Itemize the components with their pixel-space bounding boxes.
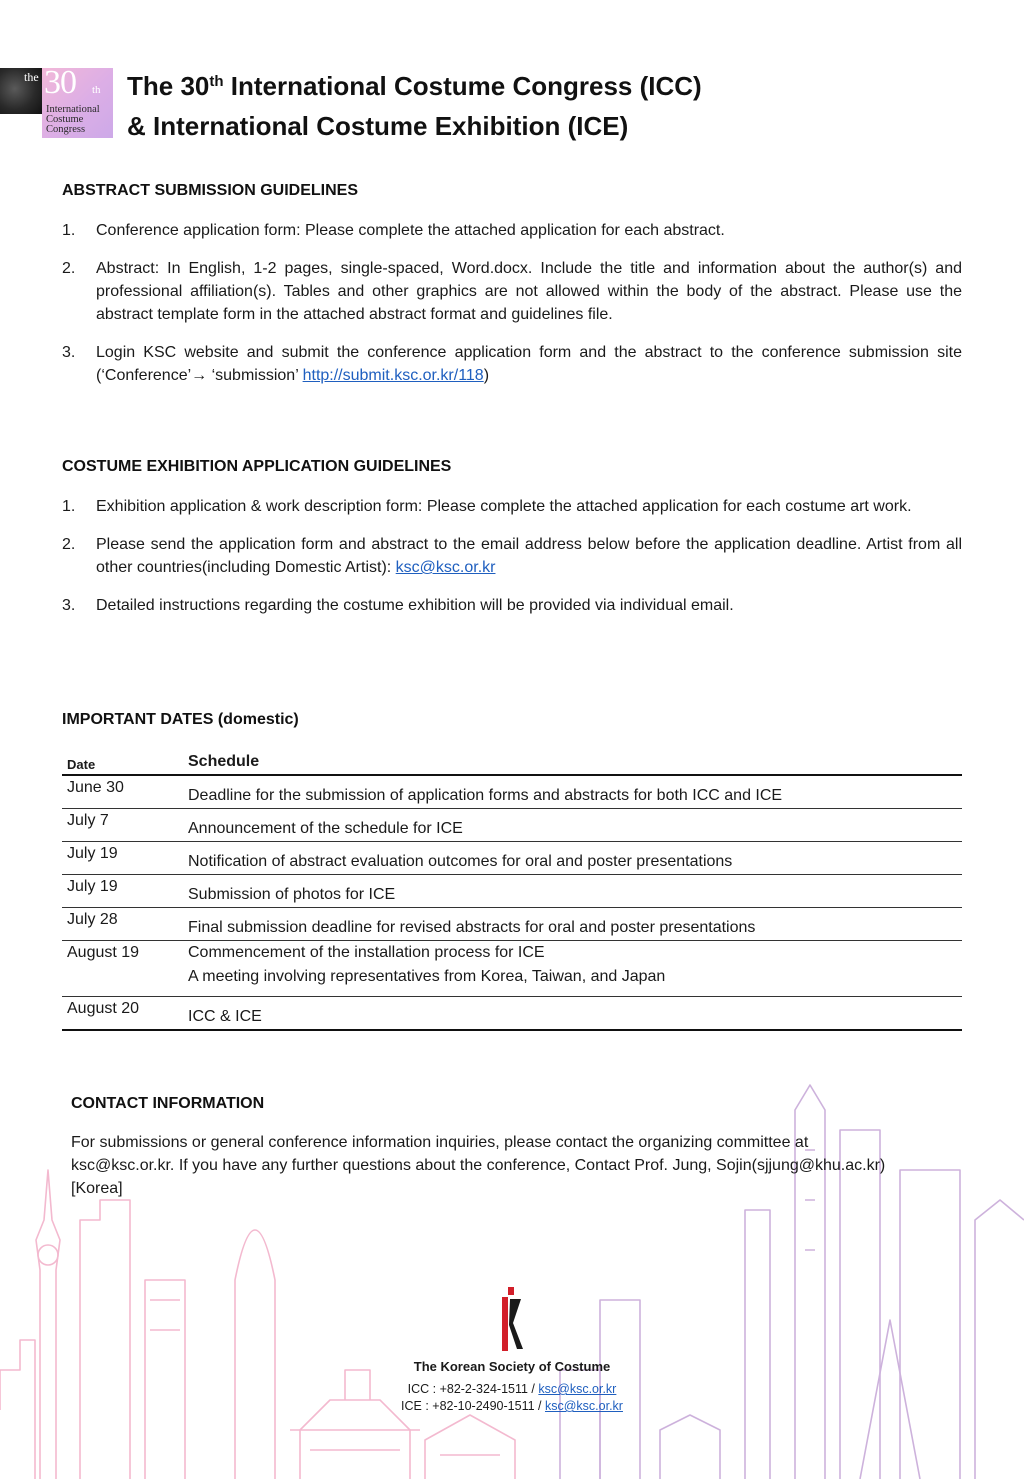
ice-email-link[interactable]: ksc@ksc.or.kr: [544, 1399, 623, 1413]
table-row: July 7 Announcement of the schedule for ICE: [62, 809, 962, 842]
table-row: July 28 Final submission deadline for revised abstracts for oral and poster presentations: [62, 908, 962, 941]
column-header-schedule: Schedule: [188, 753, 260, 770]
table-header: [62, 750, 962, 776]
contact-heading: CONTACT INFORMATION: [71, 1095, 265, 1112]
submission-site-link[interactable]: http://submit.ksc.or.kr/118: [302, 367, 484, 384]
table-row: July 19 Notification of abstract evaluation outcomes for oral and poster presentations: [62, 842, 962, 875]
contact-text: For submissions or general conference information inquiries, please contact the organizing committee at ksc@ksc.or.kr. If you have any further questions about the conference, Contact Prof. Jung, Sojin(sjjung@khu.ac.kr)[Korea]: [71, 1134, 886, 1197]
list-item: 1. Conference application form: Please complete the attached application for each abstract.: [62, 222, 725, 239]
abstract-guidelines-list: [62, 219, 962, 402]
icc-email-link[interactable]: ksc@ksc.or.kr: [538, 1382, 617, 1396]
title-line-1: The 30th International Costume Congress (ICC): [127, 71, 702, 101]
table-row: August 19 Commencement of the installation process for ICE A meeting involving representatives from Korea, Taiwan, and Japan: [62, 941, 962, 997]
footer-ice-contact: ICE : +82-10-2490-1511 / ksc@ksc.or.kr: [401, 1399, 623, 1413]
important-dates-table: [62, 750, 962, 1031]
document-title: [127, 66, 702, 146]
ksc-logo-icon: [499, 1287, 525, 1357]
logo-number: 30: [44, 64, 76, 101]
list-item: 2. Please send the application form and abstract to the email address below before the application deadline. Artist from all other countries(including Domestic Artist): ksc@ksc.or.kr: [62, 536, 962, 576]
list-item: 1. Exhibition application & work description form: Please complete the attached application for each costume art work.: [62, 498, 912, 515]
organization-name: The Korean Society of Costume: [413, 1359, 611, 1374]
logo-ordinal: th: [92, 84, 101, 96]
list-item: 2. Abstract: In English, 1-2 pages, single-spaced, Word.docx. Include the title and information about the author(s) and professional affiliation(s). Tables and other graphics are not allowed within the body of the abstract. Please use the abstract template form in the attached abstract format and guidelines file.: [62, 260, 962, 323]
exhibition-guidelines-list: [62, 495, 962, 632]
exhibition-email-link[interactable]: ksc@ksc.or.kr: [395, 559, 496, 576]
icc-30th-logo: [0, 64, 113, 138]
dates-heading: IMPORTANT DATES (domestic): [62, 711, 299, 728]
table-row: August 20 ICC & ICE: [62, 997, 962, 1031]
table-row: June 30 Deadline for the submission of application forms and abstracts for both ICC and ICE: [62, 776, 962, 809]
list-item: 3. Login KSC website and submit the conference application form and the abstract to the conference submission site (‘Conference’→ ‘submission’ http://submit.ksc.or.kr/118): [62, 344, 962, 384]
logo-subtitle: International Costume Congress: [46, 104, 100, 135]
table-row: July 19 Submission of photos for ICE: [62, 875, 962, 908]
column-header-date: Date: [67, 757, 96, 772]
exhibition-heading: COSTUME EXHIBITION APPLICATION GUIDELINES: [62, 458, 452, 475]
abstract-heading: ABSTRACT SUBMISSION GUIDELINES: [62, 182, 359, 199]
footer-icc-contact: ICC : +82-2-324-1511 / ksc@ksc.or.kr: [407, 1382, 617, 1396]
logo-the: the: [24, 70, 39, 84]
title-line-2: & International Costume Exhibition (ICE): [127, 111, 629, 141]
list-item: 3. Detailed instructions regarding the costume exhibition will be provided via individual email.: [62, 597, 734, 614]
